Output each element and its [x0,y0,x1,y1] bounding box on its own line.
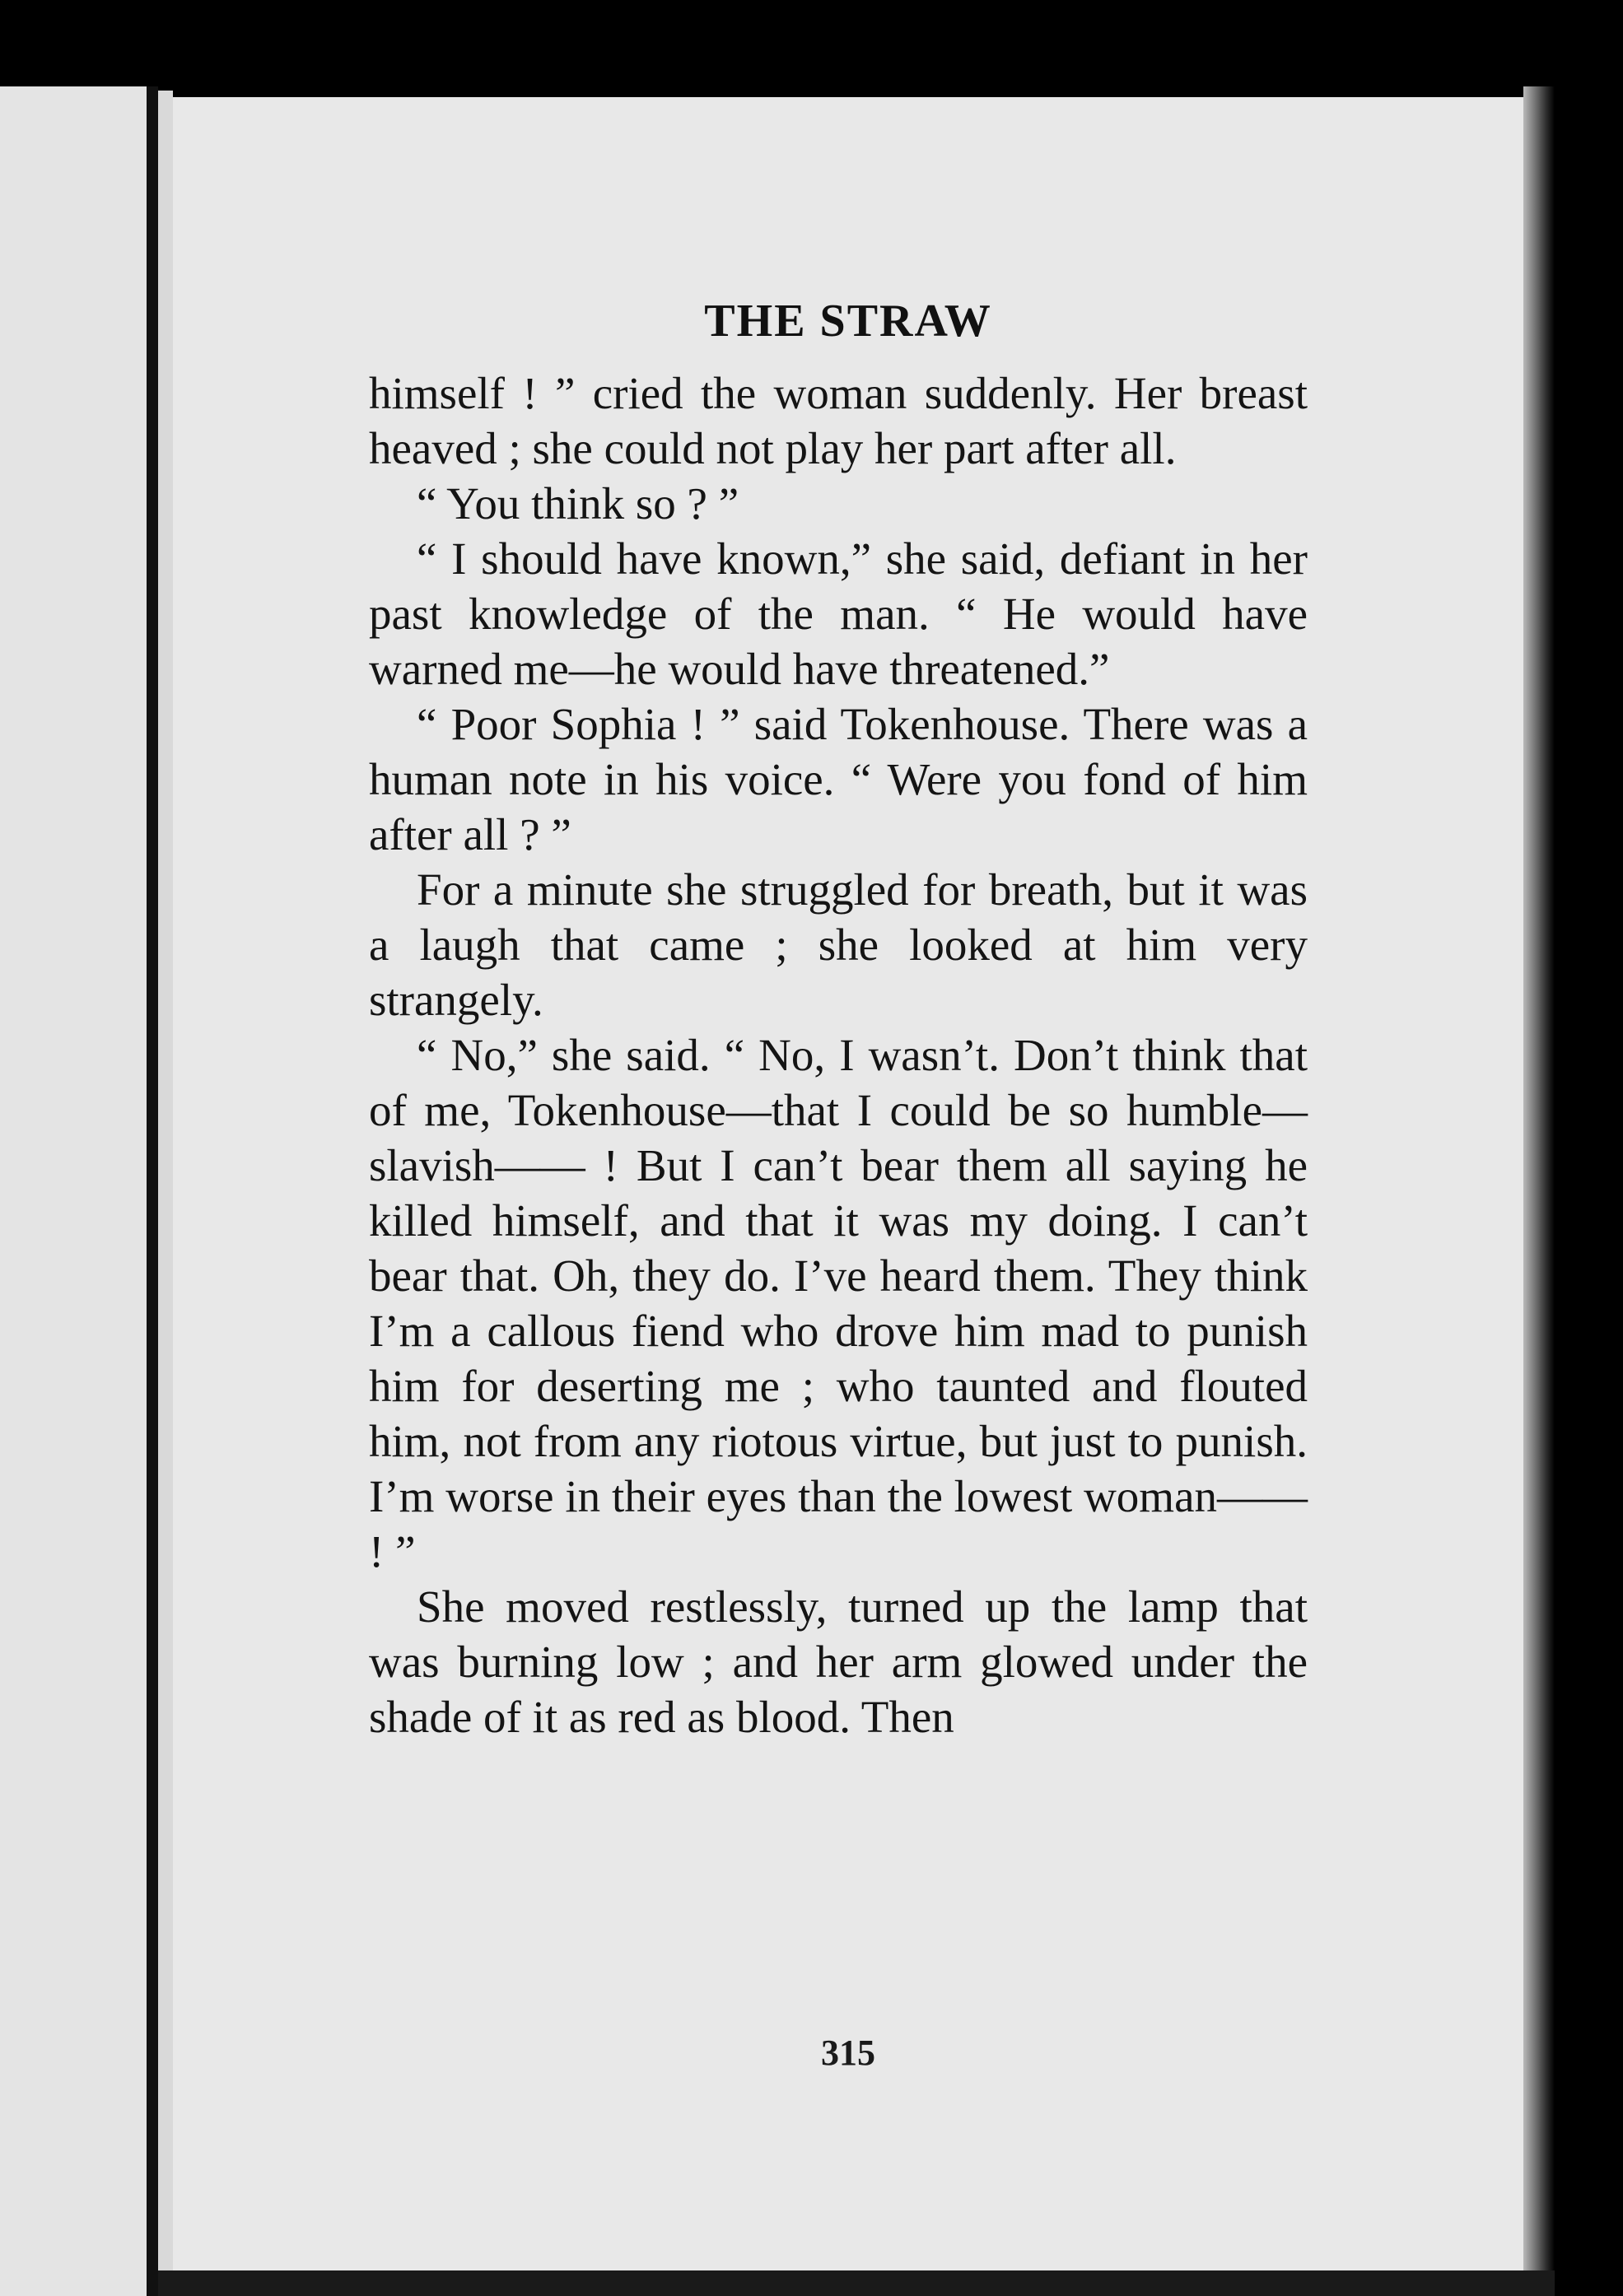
paragraph: “ You think so ? ” [417,478,739,529]
page-fore-edge [1523,86,1555,2296]
body-text [369,366,1308,1744]
page-gutter [158,91,173,2296]
paragraph: “ No,” she said. “ No, I wasn’t. Don’t think that of me, Tokenhouse—that I could be so humble—slavish—— ! But I can’t bear them all saying he killed himself, and that it was my doing. I can’t bear that. Oh, they do. I’ve heard them. They think I’m a callous fiend who drove him mad to punish him for deserting me ; who taunted and flouted him, not from any riotous virtue, but just to punish. I’m worse in their eyes than the lowest woman—— ! ” [369,1030,1308,1576]
page-number: 315 [821,2033,875,2073]
book-page [173,97,1523,2270]
paragraph: “ Poor Sophia ! ” said Tokenhouse. There was a human note in his voice. “ Were you fond of him after all ? ” [369,699,1308,859]
page-bottom-shadow [158,2270,1555,2296]
facing-page-edge [0,86,147,2296]
paragraph: For a minute she struggled for breath, but it was a laugh that came ; she looked at him very strangely. [369,864,1308,1025]
book-spine-shadow [147,86,158,2296]
running-head: THE STRAW [704,296,992,347]
paragraph: She moved restlessly, turned up the lamp that was burning low ; and her arm glowed under the shade of it as red as blood. Then [369,1581,1308,1742]
paragraph: “ I should have known,” she said, defiant in her past knowledge of the man. “ He would have warned me—he would have threatened.” [369,533,1308,694]
paragraph: himself ! ” cried the woman suddenly. Her breast heaved ; she could not play her part after all. [369,368,1308,473]
